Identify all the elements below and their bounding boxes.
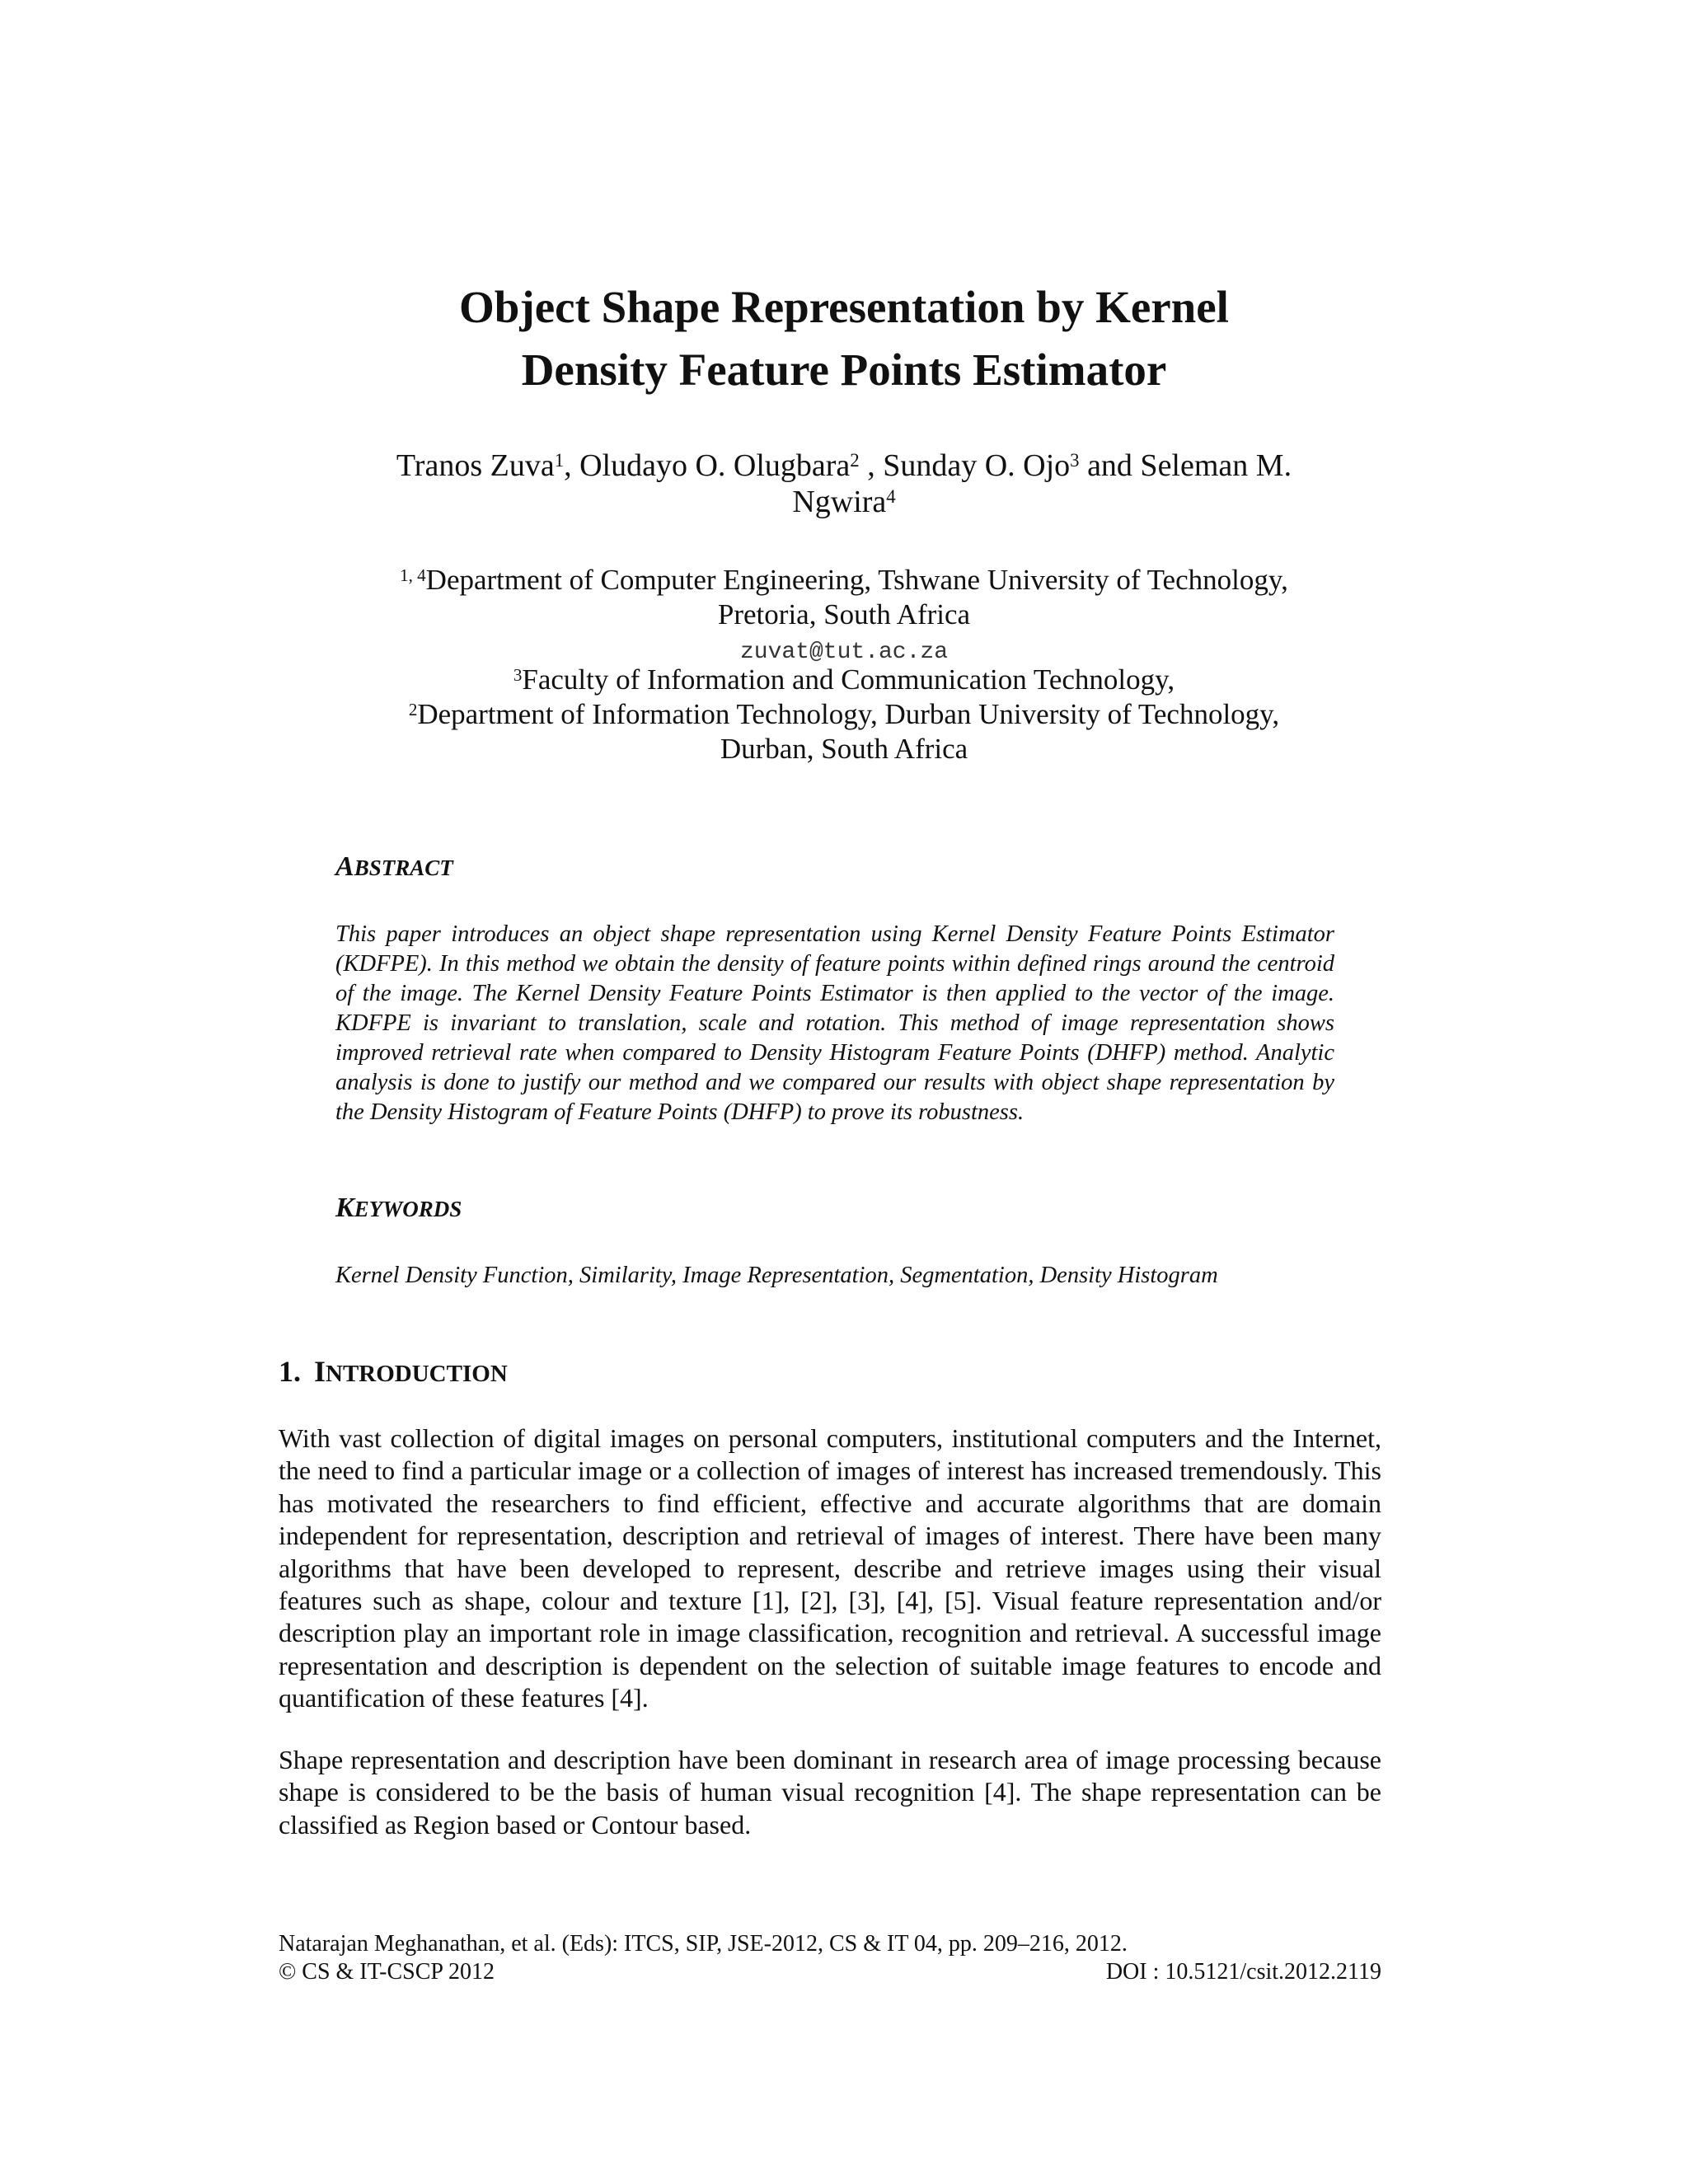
footer-bottom-line — [279, 1958, 1381, 1986]
author-name: Oludayo O. Olugbara — [579, 448, 851, 483]
footer-citation: Natarajan Meghanathan, et al. (Eds): ITCS, SIP, JSE-2012, CS & IT 04, pp. 209–216, 2012. — [279, 1931, 1128, 1957]
author-name: Ngwira — [792, 485, 887, 519]
abstract-heading — [335, 851, 453, 884]
affiliation-text: Department of Computer Engineering, Tshwane University of Technology, — [425, 564, 1288, 596]
keywords-body: Kernel Density Function, Similarity, Image Representation, Segmentation, Density Histogram — [335, 1263, 1218, 1288]
affiliation-text: Faculty of Information and Communication Technology, — [522, 663, 1175, 696]
section-number: 1. — [279, 1355, 301, 1388]
affiliation-3 — [0, 663, 1688, 697]
affiliation-text: Pretoria, South Africa — [717, 598, 971, 630]
affiliation-mark: 3 — [513, 665, 523, 685]
title-line-1: Object Shape Representation by Kernel — [459, 282, 1229, 332]
affiliation-mark: 1, 4 — [400, 565, 426, 585]
abstract-heading-rest: BSTRACT — [354, 855, 453, 880]
abstract-heading-initial: A — [335, 851, 354, 882]
paper-title — [0, 276, 1688, 401]
author-affiliation-mark: 2 — [850, 450, 860, 471]
affiliation-2 — [0, 697, 1688, 766]
author-name: Sunday O. Ojo — [883, 448, 1071, 483]
introduction-heading — [279, 1353, 508, 1392]
introduction-paragraph-2: Shape representation and description have been dominant in research area of image processing because shape is considered to be the basis of human visual recognition [4]. The shape representation can be classified as Region based or Contour based. — [279, 1745, 1381, 1840]
keywords-heading-initial: K — [335, 1193, 354, 1223]
introduction-paragraph-1: With vast collection of digital images on personal computers, institutional computers and the Internet, the need to find a particular image or a collection of images of interest has increased tremendously. This has motivated the researchers to find efficient, effective and accurate algorithms that are domain independent for representation, description and retrieval of images of interest. There have been many algorithms that have been developed to represent, describe and retrieve images using their visual features such as shape, colour and texture [1], [2], [3], [4], [5]. Visual feature representation and/or description play an important role in image classification, recognition and retrieval. A successful image representation and description is dependent on the selection of suitable image features to encode and quantification of these features [4]. — [279, 1423, 1381, 1713]
author-affiliation-mark: 4 — [886, 486, 896, 507]
introduction-heading-rest: NTRODUCTION — [326, 1361, 508, 1387]
abstract-body: This paper introduces an object shape representation using Kernel Density Feature Points Estimator (KDFPE). In this method we obtain the density of feature points within defined rings around the centroid of the image. The Kernel Density Feature Points Estimator is then applied to the vector of the image. KDFPE is invariant to translation, scale and rotation. This method of image representation shows improved retrieval rate when compared to Density Histogram Feature Points (DHFP) method. Analytic analysis is done to justify our method and we compared our results with object shape representation by the Density Histogram of Feature Points (DHFP) to prove its robustness. — [335, 921, 1334, 1125]
affiliation-text: Durban, South Africa — [720, 733, 968, 765]
keywords-heading — [335, 1192, 462, 1226]
keywords-heading-rest: EYWORDS — [354, 1197, 462, 1221]
author-list: Tranos Zuva$^1$, Oludayo O. Olugbara$^2$ , Sunday O. Ojo$^3$ and Seleman M. Ngwira$^4$ — [396, 448, 1292, 519]
title-line-2: Density Feature Points Estimator — [521, 344, 1167, 395]
affiliation-mark: 2 — [408, 700, 418, 719]
affiliation-text: Department of Information Technology, Durban University of Technology, — [417, 698, 1280, 730]
author-name: and Seleman M. — [1087, 448, 1292, 483]
affiliation-1 — [0, 563, 1688, 632]
footer-copyright: © CS & IT-CSCP 2012 — [279, 1959, 495, 1985]
author-affiliation-mark: 1 — [554, 450, 565, 471]
author-name: Tranos Zuva — [396, 448, 555, 483]
author-affiliation-mark: 3 — [1070, 450, 1080, 471]
introduction-heading-initial: I — [314, 1355, 326, 1388]
footer-doi: DOI : 10.5121/csit.2012.2119 — [1105, 1959, 1381, 1985]
author-email: zuvat@tut.ac.za — [739, 640, 949, 665]
